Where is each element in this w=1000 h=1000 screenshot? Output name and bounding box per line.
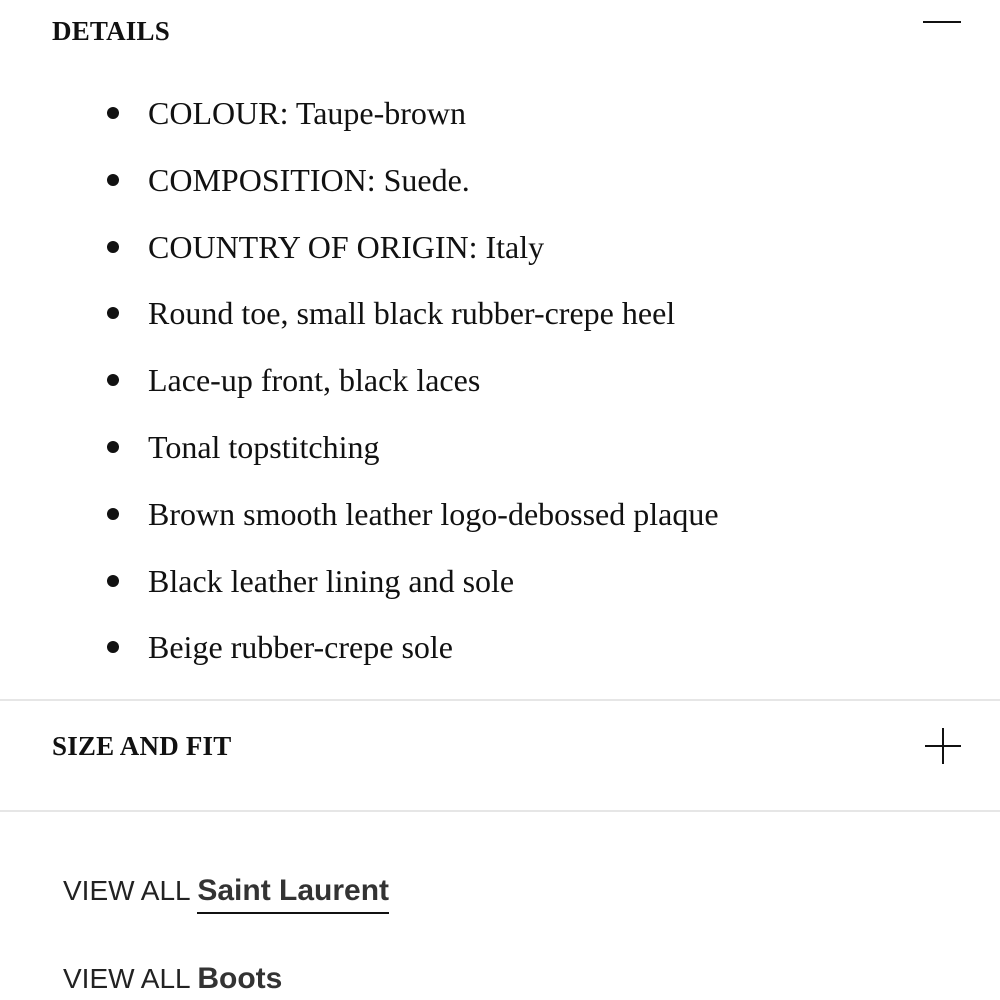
minus-icon[interactable]	[922, 2, 962, 42]
view-all-category-link[interactable]: Boots	[197, 962, 283, 995]
details-list-item	[0, 416, 1000, 483]
bullet-icon	[107, 107, 119, 119]
bullet-icon	[107, 441, 119, 453]
details-list-item	[0, 216, 1000, 283]
bullet-icon	[107, 174, 119, 186]
bullet-icon	[107, 241, 119, 253]
section-divider	[0, 810, 1000, 812]
details-list-item	[0, 282, 1000, 349]
size-and-fit-title: SIZE AND FIT	[52, 731, 232, 761]
view-all-brand-row	[63, 874, 389, 914]
details-list-item	[0, 483, 1000, 550]
details-list-item	[0, 616, 1000, 683]
details-item-text: COLOUR: Taupe-brown	[148, 95, 467, 131]
bullet-icon	[107, 307, 119, 319]
details-list-item	[0, 149, 1000, 216]
details-title: DETAILS	[52, 16, 170, 46]
details-item-text: Brown smooth leather logo-debossed plaque	[148, 495, 719, 532]
view-all-prefix: VIEW ALL	[63, 963, 198, 994]
plus-icon[interactable]	[923, 726, 963, 766]
details-item-text: COMPOSITION: Suede.	[148, 161, 470, 198]
view-all-category-row	[63, 962, 282, 996]
bullet-icon	[107, 575, 119, 587]
bullet-icon	[107, 508, 119, 520]
bullet-icon	[107, 374, 119, 386]
view-all-brand-link[interactable]: Saint Laurent	[197, 874, 389, 914]
details-list-item	[0, 82, 1000, 149]
bullet-icon	[107, 641, 119, 653]
details-item-text: COUNTRY OF ORIGIN: Italy	[148, 228, 545, 265]
details-item-text: Lace-up front, black laces	[148, 362, 481, 399]
view-all-prefix: VIEW ALL	[63, 875, 198, 906]
details-item-text: Round toe, small black rubber-crepe heel	[148, 295, 676, 332]
details-list-item	[0, 349, 1000, 416]
details-list-item	[0, 550, 1000, 617]
details-item-text: Black leather lining and sole	[148, 562, 515, 599]
size-and-fit-accordion-header[interactable]	[0, 701, 1000, 810]
details-accordion-header[interactable]	[0, 0, 1000, 70]
details-item-text: Beige rubber-crepe sole	[148, 629, 453, 666]
details-item-text: Tonal topstitching	[148, 428, 380, 465]
details-list	[0, 82, 1000, 683]
